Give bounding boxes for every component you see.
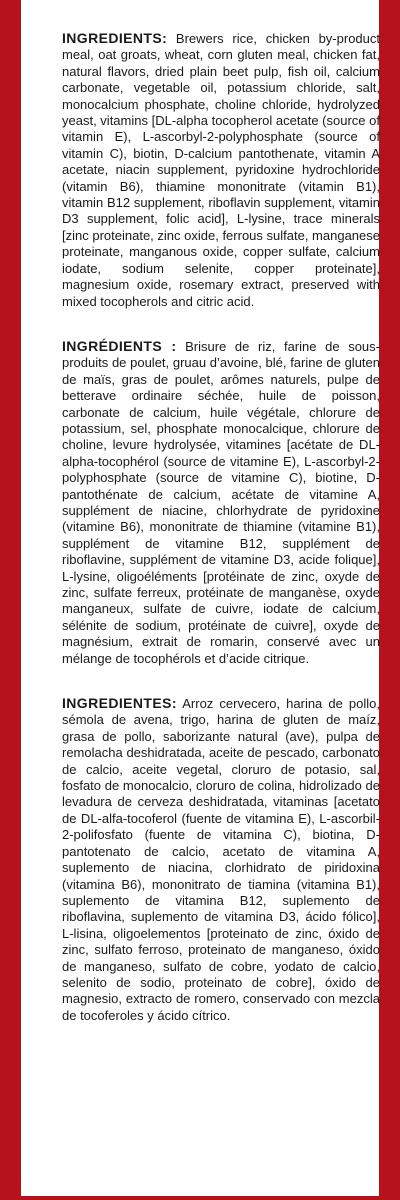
ingredients-text-spanish: Arroz cervecero, harina de pollo, sémola de avena, trigo, harina de gluten de maíz, grasa de pollo, saborizante natural (ave), pulpa de remolacha deshidratada, aceite de pescado, carbonato de calcio, aceite vegetal, cloruro de potasio, sal, fosfato de monocalcio, cloruro de colina, hidrolizado de levadura de cerveza deshidratada, vitaminas [acetato de DL-alfa-tocoferol (fuente de vitamina E), L-ascorbil-2-polifosfato (fuente de vitamina C), biotina, D-pantotenato de calcio, acetato de vitamina A, suplemento de niacina, clorhidrato de piridoxina (vitamina B6), mononitrato de tiamina (vitamina B1), suplemento de vitamina B12, suplemento de riboflavina, suplemento de vitamina D3, ácido fólico], L-lisina, oligoelementos [proteinato de zinc, óxido de zinc, sulfato ferroso, proteinato de manganeso, óxido de manganeso, sulfato de cobre, yodato de calcio, selenito de sodio, proteinato de cobre], óxido de magnesio, extracto de romero, conservado con mezcla de tocoferoles y ácido cítrico. [62, 696, 380, 1023]
ingredients-spanish [62, 695, 380, 1024]
ingredients-heading-french: INGRÉDIENTS : [62, 337, 177, 354]
ingredients-heading-english: INGREDIENTS: [62, 30, 168, 46]
ingredient-list [62, 30, 380, 1052]
ingredients-text-english: Brewers rice, chicken by-product meal, oat groats, wheat, corn gluten meal, chicken fat, natural flavors, dried plain beet pulp, fish oil, calcium carbonate, vegetable oil, potassium chloride, salt, monocalcium phosphate, choline chloride, hydrolyzed yeast, vitamins [DL-alpha tocopherol acetate (source of vitamin E), L-ascorbyl-2-polyphosphate (source of vitamin C), biotin, D-calcium pantothenate, vitamin A acetate, niacin supplement, pyridoxine hydrochloride (vitamin B6), thiamine mononitrate (vitamin B1), vitamin B12 supplement, riboflavin supplement, vitamin D3 supplement, folic acid], L-lysine, trace minerals [zinc proteinate, zinc oxide, ferrous sulfate, manganese proteinate, manganous oxide, copper sulfate, calcium iodate, sodium selenite, copper proteinate], magnesium oxide, rosemary extract, preserved with mixed tocopherols and citric acid. [62, 31, 380, 309]
ingredients-english [62, 30, 380, 310]
ingredients-heading-spanish: INGREDIENTES: [62, 695, 177, 712]
ingredients-text-french: Brisure de riz, farine de sous-produits de poulet, gruau d’avoine, blé, farine de gluten de maïs, gras de poulet, arômes naturels, pulpe de betterave ordinaire séchée, huile de poisson, carbonate de calcium, huile végétale, chlorure de potassium, sel, phosphate monocalcique, chlorure de choline, levure hydrolysée, vitamines [acétate de DL-alpha-tocophérol (source de vitamine E), L-ascorbyl-2-polyphosphate (source de vitamine C), biotine, D-pantothénate de calcium, acétate de vitamine A, supplément de niacine, chlorhydrate de pyridoxine (vitamine B6), mononitrate de thiamine (vitamine B1), supplément de vitamine B12, supplément de riboflavine, supplément de vitamine D3, acide folique], L-lysine, oligoéléments [protéinate de zinc, oxyde de zinc, sulfate ferreux, protéinate de manganèse, oxyde manganeux, sulfate de cuivre, iodate de calcium, sélénite de sodium, protéinate de cuivre], oxyde de magnésium, extrait de romarin, conservé avec un mélange de tocophérols et d’acide citrique. [62, 338, 380, 666]
ingredients-french [62, 338, 380, 667]
